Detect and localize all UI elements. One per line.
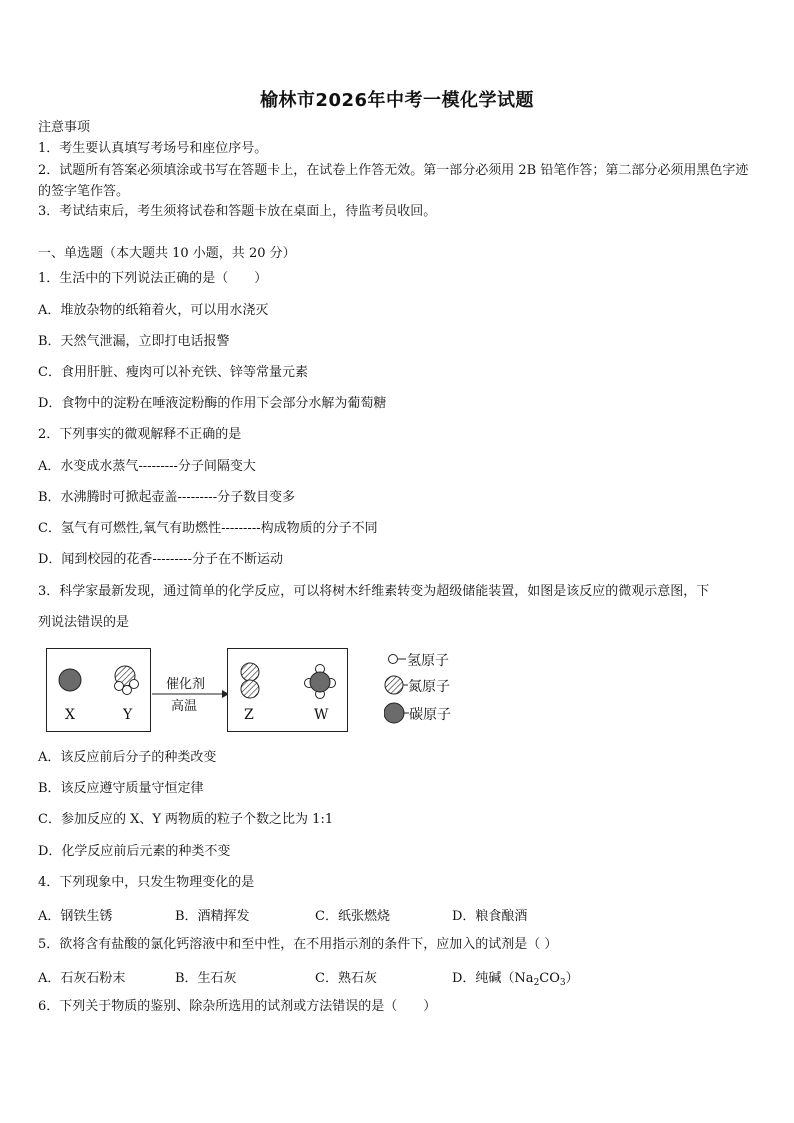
question-4-option-b: B．酒精挥发 [175, 909, 250, 924]
reaction-diagram [46, 645, 486, 735]
question-5-stem: 5．欲将含有盐酸的氯化钙溶液中和至中性，在不用指示剂的条件下，应加入的试剂是（ ） [38, 937, 558, 952]
question-2-option-a: A．水变成水蒸气---------分子间隔变大 [38, 459, 256, 474]
question-3-stem-line-2: 列说法错误的是 [38, 615, 130, 630]
reactant-molecules [47, 649, 150, 731]
question-3-stem-line-1: 3．科学家最新发现，通过简单的化学反应，可以将树木纤维素转变为超级储能装置，如图是该反应的微观示意图，下 [38, 584, 710, 599]
label-z: Z [244, 707, 254, 723]
question-4-option-a: A．钢铁生锈 [38, 909, 113, 924]
section-heading: 一、单选题（本大题共 10 小题，共 20 分） [38, 246, 296, 261]
question-1-option-b: B．天然气泄漏，立即打电话报警 [38, 334, 230, 349]
notice-item-3: 3．考试结束后，考生须将试卷和答题卡放在桌面上，待监考员收回。 [38, 204, 437, 219]
legend-nitrogen-label: 氮原子 [408, 679, 450, 695]
question-2-option-b: B．水沸腾时可掀起壶盖---------分子数目变多 [38, 490, 296, 505]
question-4-option-d: D．粮食酿酒 [452, 909, 528, 924]
legend-carbon-label: 碳原子 [409, 707, 451, 723]
products-box [227, 648, 348, 732]
question-3-option-b: B．该反应遵守质量守恒定律 [38, 781, 204, 796]
notice-item-1: 1．考生要认真填写考场号和座位序号。 [38, 141, 268, 156]
legend-carbon-symbol [384, 703, 404, 723]
question-5-option-a: A．石灰石粉末 [38, 971, 126, 986]
molecule-z-nitrogen-atom [241, 663, 259, 681]
question-1-option-d: D．食物中的淀粉在唾液淀粉酶的作用下会部分水解为葡萄糖 [38, 396, 387, 411]
question-1-option-a: A．堆放杂物的纸箱着火，可以用水浇灭 [38, 303, 269, 318]
molecule-w-carbon-atom [310, 672, 330, 692]
exam-title: 榆林市2026年中考一模化学试题 [259, 90, 535, 111]
question-2-option-c: C．氢气有可燃性,氧气有助燃性---------构成物质的分子不同 [38, 521, 378, 536]
label-w: W [314, 707, 329, 723]
label-y: Y [123, 707, 133, 723]
catalyst-label: 催化剂 [166, 677, 206, 692]
question-5-options [38, 967, 758, 987]
question-4-stem: 4．下列现象中，只发生物理变化的是 [38, 875, 255, 890]
question-3-option-d: D．化学反应前后元素的种类不变 [38, 844, 231, 859]
legend-hydrogen-symbol [389, 655, 398, 664]
molecule-z-nitrogen-atom [241, 680, 259, 698]
notice-heading: 注意事项 [38, 120, 91, 135]
notice-item-2: 2．试题所有答案必须填涂或书写在答题卡上，在试卷上作答无效。第一部分必须用 2B 铅笔作答；第二部分必须用黑色字迹的签字笔作答。 [38, 163, 749, 199]
molecule-y-hydrogen-atom [130, 680, 139, 689]
question-5-option-c: C．熟石灰 [315, 971, 377, 986]
reactants-box [46, 648, 151, 732]
question-1-option-c: C．食用肝脏、瘦肉可以补充铁、锌等常量元素 [38, 365, 308, 380]
question-2-option-d: D．闻到校园的花香---------分子在不断运动 [38, 552, 283, 567]
question-5-option-b: B．生石灰 [175, 971, 237, 986]
legend-nitrogen-symbol [385, 676, 403, 694]
legend-hydrogen-label: 氢原子 [407, 653, 449, 669]
temperature-label: 高温 [171, 699, 198, 714]
question-4-options [38, 905, 758, 925]
label-x: X [65, 707, 75, 723]
question-5-option-d: D．纯碱$(Na_2CO_3)$ [452, 971, 579, 988]
question-1-stem: 1．生活中的下列说法正确的是（ ） [38, 271, 268, 286]
question-6-stem: 6．下列关于物质的鉴别、除杂所选用的试剂或方法错误的是（ ） [38, 999, 437, 1014]
question-3-option-a: A．该反应前后分子的种类改变 [38, 750, 217, 765]
question-2-stem: 2．下列事实的微观解释不正确的是 [38, 427, 242, 442]
question-4-option-c: C．纸张燃烧 [315, 909, 390, 924]
question-3-option-c: C．参加反应的 X、Y 两物质的粒子个数之比为 1:1 [38, 812, 334, 827]
molecule-x-carbon-atom [59, 669, 81, 691]
